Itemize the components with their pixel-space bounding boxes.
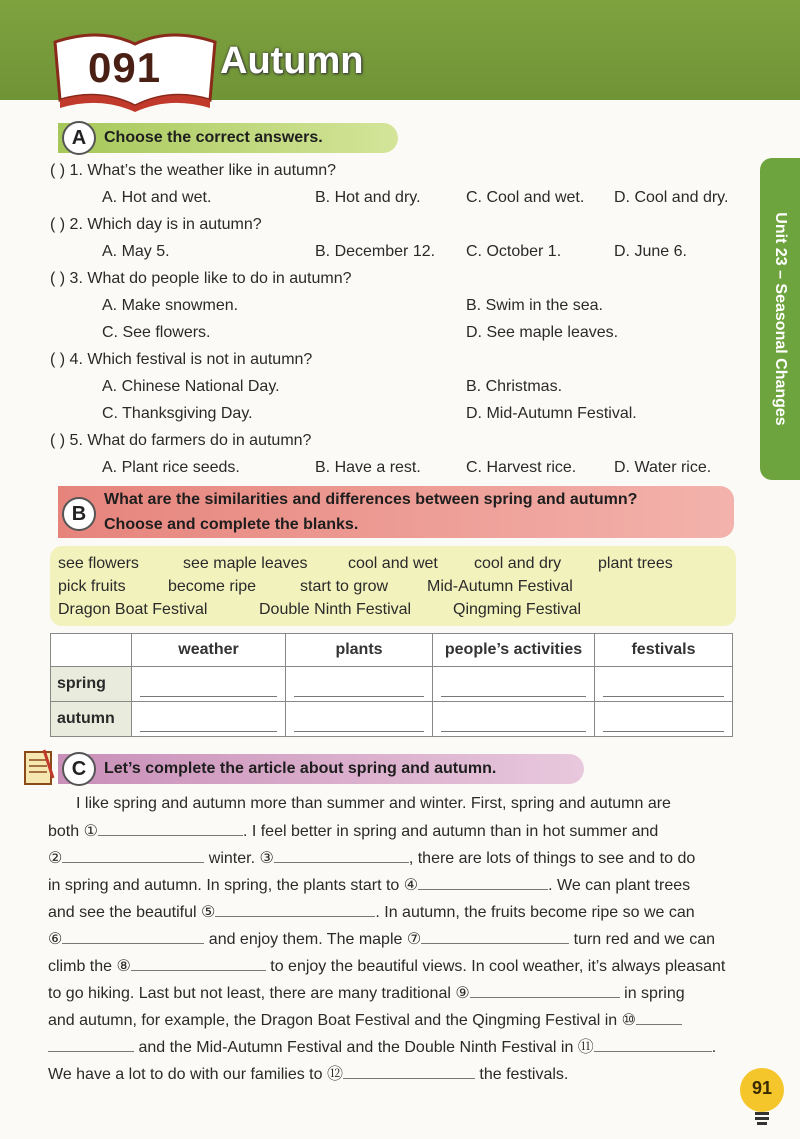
question-2-stem: ( ) 2. Which day is in autumn? bbox=[50, 216, 262, 233]
table-corner-cell bbox=[51, 634, 132, 667]
q2-option-c: C. October 1. bbox=[466, 243, 562, 260]
q5-option-a: A. Plant rice seeds. bbox=[102, 459, 240, 476]
q2-option-d: D. June 6. bbox=[614, 243, 687, 260]
q1-option-b: B. Hot and dry. bbox=[315, 189, 421, 206]
q1-option-c: C. Cool and wet. bbox=[466, 189, 585, 206]
blank-2[interactable] bbox=[62, 848, 204, 863]
article-line: ⑥ and enjoy them. The maple ⑦ turn red and we can bbox=[48, 931, 716, 948]
blank-5[interactable] bbox=[215, 902, 375, 917]
question-3-stem: ( ) 3. What do people like to do in autumn? bbox=[50, 270, 352, 287]
article-line: climb the ⑧ to enjoy the beautiful views. In cool weather, it’s always pleasant bbox=[48, 958, 726, 975]
table-header-festivals: festivals bbox=[595, 634, 733, 667]
article-line: and autumn, for example, the Dragon Boat Festival and the Qingming Festival in ⑩ bbox=[48, 1010, 682, 1031]
question-4-stem: ( ) 4. Which festival is not in autumn? bbox=[50, 351, 313, 368]
blank-11[interactable] bbox=[594, 1037, 712, 1052]
answer-cell[interactable] bbox=[286, 702, 433, 737]
blank-6[interactable] bbox=[62, 929, 204, 944]
q2-option-b: B. December 12. bbox=[315, 243, 436, 260]
unit-number: 091 bbox=[88, 44, 162, 91]
section-b-title-line-2: Choose and complete the blanks. bbox=[104, 516, 359, 533]
article-line: in spring and autumn. In spring, the plants start to ④ . We can plant trees bbox=[48, 877, 691, 894]
word-bank-item: Qingming Festival bbox=[453, 601, 582, 618]
word-bank-item: plant trees bbox=[598, 555, 673, 572]
q3-option-a: A. Make snowmen. bbox=[102, 297, 239, 314]
q5-option-c: C. Harvest rice. bbox=[466, 459, 577, 476]
blank-8[interactable] bbox=[131, 956, 266, 971]
section-b-title-line-1: What are the similarities and differences between spring and autumn? bbox=[104, 491, 638, 508]
blank-10-part-2[interactable] bbox=[48, 1037, 134, 1052]
word-bank-item: Double Ninth Festival bbox=[259, 601, 412, 618]
article-line: and see the beautiful ⑤ . In autumn, the fruits become ripe so we can bbox=[48, 904, 695, 921]
article-line: both ① . I feel better in spring and autumn than in hot summer and bbox=[48, 823, 659, 840]
table-header-activities: people’s activities bbox=[433, 634, 595, 667]
blank-12[interactable] bbox=[343, 1064, 475, 1079]
q1-option-a: A. Hot and wet. bbox=[102, 189, 212, 206]
answer-cell[interactable] bbox=[132, 702, 286, 737]
answer-cell[interactable] bbox=[595, 667, 733, 702]
article-line: to go hiking. Last but not least, there are many traditional ⑨ in spring bbox=[48, 985, 685, 1002]
article-line: ② winter. ③ , there are lots of things to see and to do bbox=[48, 850, 696, 867]
blank-1[interactable] bbox=[98, 821, 243, 836]
section-a-letter: A bbox=[62, 121, 96, 155]
q4-option-c: C. Thanksgiving Day. bbox=[102, 405, 253, 422]
page-title: Autumn bbox=[220, 40, 364, 82]
q4-option-d: D. Mid-Autumn Festival. bbox=[466, 405, 637, 422]
answer-cell[interactable] bbox=[433, 702, 595, 737]
answer-cell[interactable] bbox=[132, 667, 286, 702]
side-tab-label: Unit 23 – Seasonal Changes bbox=[772, 212, 789, 426]
row-label-spring: spring bbox=[51, 667, 132, 702]
word-bank-item: Dragon Boat Festival bbox=[58, 601, 208, 618]
q4-option-b: B. Christmas. bbox=[466, 378, 563, 395]
word-bank-item: cool and wet bbox=[348, 555, 438, 572]
comparison-table bbox=[50, 633, 733, 737]
q5-option-d: D. Water rice. bbox=[614, 459, 712, 476]
article-line: I like spring and autumn more than summer and winter. First, spring and autumn are bbox=[76, 795, 671, 812]
article-line: and the Mid-Autumn Festival and the Double Ninth Festival in ⑪ . bbox=[48, 1037, 716, 1058]
q3-option-c: C. See flowers. bbox=[102, 324, 211, 341]
answer-cell[interactable] bbox=[286, 667, 433, 702]
table-header-weather: weather bbox=[132, 634, 286, 667]
word-bank-item: cool and dry bbox=[474, 555, 562, 572]
q3-option-d: D. See maple leaves. bbox=[466, 324, 619, 341]
notepad-icon bbox=[22, 748, 56, 786]
section-b-letter: B bbox=[62, 497, 96, 531]
question-1-stem: ( ) 1. What’s the weather like in autumn? bbox=[50, 162, 337, 179]
answer-cell[interactable] bbox=[595, 702, 733, 737]
section-a-title: Choose the correct answers. bbox=[104, 129, 323, 146]
blank-3[interactable] bbox=[274, 848, 409, 863]
answer-cell[interactable] bbox=[433, 667, 595, 702]
section-c-title: Let’s complete the article about spring and autumn. bbox=[104, 760, 497, 777]
q5-option-b: B. Have a rest. bbox=[315, 459, 421, 476]
table-row bbox=[51, 667, 733, 702]
unit-side-tab bbox=[760, 158, 800, 480]
word-bank-item: pick fruits bbox=[58, 578, 126, 595]
word-bank-item: become ripe bbox=[168, 578, 257, 595]
question-5-stem: ( ) 5. What do farmers do in autumn? bbox=[50, 432, 312, 449]
word-bank-item: see maple leaves bbox=[183, 555, 308, 572]
blank-7[interactable] bbox=[421, 929, 569, 944]
table-header-plants: plants bbox=[286, 634, 433, 667]
page-number-badge: 91 bbox=[740, 1068, 784, 1112]
q2-option-a: A. May 5. bbox=[102, 243, 170, 260]
q3-option-b: B. Swim in the sea. bbox=[466, 297, 603, 314]
article-line: We have a lot to do with our families to ⑫ the festivals. bbox=[48, 1066, 569, 1083]
blank-9[interactable] bbox=[470, 983, 620, 998]
section-c-letter: C bbox=[62, 752, 96, 786]
q4-option-a: A. Chinese National Day. bbox=[102, 378, 280, 395]
word-bank-item: see flowers bbox=[58, 555, 139, 572]
table-row bbox=[51, 702, 733, 737]
word-bank-item: Mid-Autumn Festival bbox=[427, 578, 573, 595]
lightbulb-base-icon bbox=[752, 1110, 772, 1130]
blank-10-part-1[interactable] bbox=[636, 1010, 682, 1025]
word-bank-item: start to grow bbox=[300, 578, 389, 595]
row-label-autumn: autumn bbox=[51, 702, 132, 737]
blank-4[interactable] bbox=[418, 875, 548, 890]
q1-option-d: D. Cool and dry. bbox=[614, 189, 729, 206]
